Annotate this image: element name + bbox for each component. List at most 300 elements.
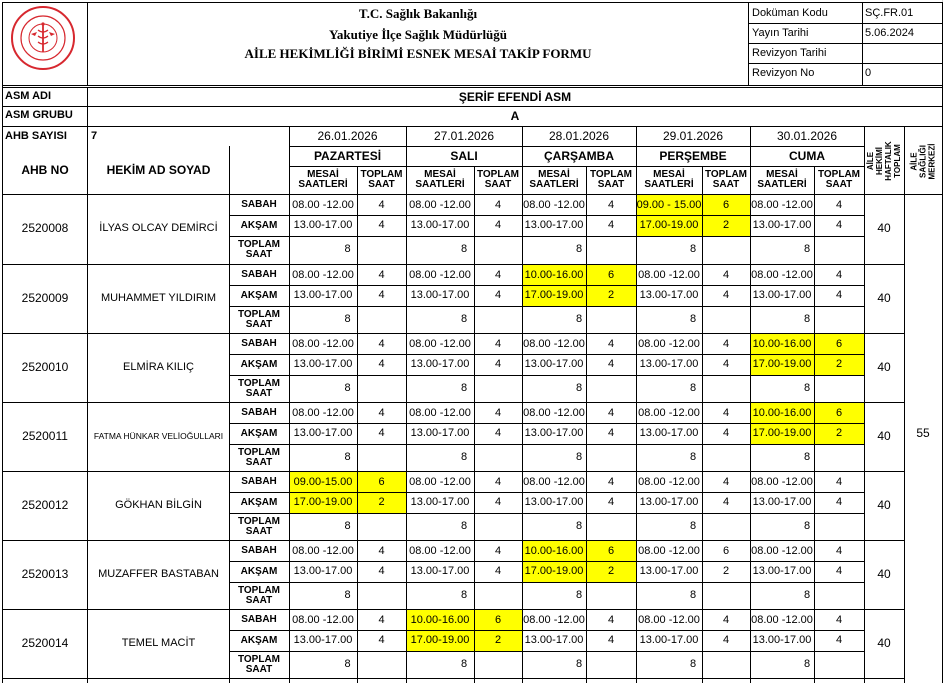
evening-total: 4 — [607, 634, 615, 647]
grid-line — [2, 471, 905, 472]
grid-line — [748, 63, 943, 64]
weekly-total-header-text: AİLE HEKİMİ HAFTALIK TOPLAM — [866, 141, 902, 181]
evening-total: 2 — [814, 424, 864, 444]
morning-total: 4 — [722, 475, 730, 488]
day-date: 27.01.2026 — [433, 129, 495, 144]
morning-hours: 08.00 -12.00 — [292, 268, 354, 281]
day-total: 8 — [803, 382, 811, 395]
day-name: ÇARŞAMBA — [544, 149, 614, 164]
grid-line — [229, 561, 865, 562]
grid-line — [229, 215, 865, 216]
morning-total: 4 — [378, 613, 385, 626]
mesai-saatleri-header-line1: MESAİ — [653, 168, 685, 180]
evening-hours: 13.00-17.00 — [639, 427, 699, 440]
evening-hours: 13.00-17.00 — [639, 634, 699, 647]
evening-hours: 17.00-19.00 — [406, 631, 474, 651]
ahb-count-label: AHB SAYISI — [5, 129, 67, 142]
ministry-emblem-icon — [17, 12, 69, 64]
doc-info-value — [862, 44, 942, 64]
mesai-saatleri-header — [289, 166, 357, 194]
grid-line — [748, 43, 943, 44]
morning-hours: 08.00 -12.00 — [638, 406, 700, 419]
morning-total: 4 — [494, 475, 502, 488]
mesai-saatleri-header-line2: SAATLERİ — [298, 179, 348, 190]
asm-name: ŞERİF EFENDİ ASM — [458, 89, 572, 104]
day-date: 29.01.2026 — [662, 129, 724, 144]
evening-total: 4 — [722, 289, 730, 302]
grid-line — [2, 333, 905, 334]
evening-hours: 13.00-17.00 — [524, 427, 584, 440]
ahb-number: 2520014 — [21, 636, 69, 651]
shift-label-morning: SABAH — [241, 476, 277, 488]
morning-total: 4 — [378, 337, 385, 350]
morning-total: 6 — [586, 541, 636, 562]
asm-group-label: ASM GRUBU — [5, 109, 73, 122]
shift-label-total — [229, 236, 289, 264]
shift-label-evening: AKŞAM — [240, 427, 278, 439]
morning-hours: 08.00 -12.00 — [523, 337, 585, 350]
toplam-saat-header-line2: SAAT — [597, 179, 625, 190]
morning-total: 6 — [814, 334, 864, 355]
ministry-logo — [11, 6, 75, 70]
grid-line — [2, 87, 943, 88]
shift-label-total — [229, 651, 289, 679]
evening-total: 4 — [607, 496, 615, 509]
grid-line — [702, 166, 703, 683]
evening-hours: 13.00-17.00 — [752, 565, 812, 578]
evening-hours: 17.00-19.00 — [522, 562, 586, 582]
day-total: 8 — [689, 451, 697, 464]
day-total: 8 — [689, 313, 697, 326]
shift-label-total-line2: SAAT — [245, 388, 273, 399]
morning-total: 4 — [835, 475, 843, 488]
morning-hours: 10.00-16.00 — [522, 265, 586, 286]
evening-total: 4 — [494, 496, 502, 509]
morning-hours: 10.00-16.00 — [750, 403, 814, 424]
toplam-saat-header-line2: SAAT — [825, 179, 853, 190]
morning-total: 4 — [378, 268, 385, 281]
form-title: AİLE HEKİMLİĞİ BİRİMİ ESNEK MESAİ TAKİP FORMU — [244, 46, 592, 62]
day-total: 8 — [344, 520, 351, 533]
day-total: 8 — [803, 589, 811, 602]
day-total: 8 — [575, 520, 583, 533]
day-total: 8 — [689, 243, 697, 256]
shift-label-evening: AKŞAM — [240, 565, 278, 577]
day-total: 8 — [689, 658, 697, 671]
evening-hours: 13.00-17.00 — [752, 634, 812, 647]
toplam-saat-header — [814, 166, 864, 194]
shift-label-total — [229, 444, 289, 472]
mesai-saatleri-header-line1: MESAİ — [307, 168, 339, 180]
evening-hours: 17.00-19.00 — [750, 355, 814, 375]
toplam-saat-header-line1: TOPLAM — [704, 168, 748, 180]
day-total: 8 — [689, 520, 697, 533]
evening-hours: 13.00-17.00 — [410, 565, 470, 578]
mesai-saatleri-header-line1: MESAİ — [424, 168, 456, 180]
grid-line — [229, 513, 865, 514]
grid-line — [229, 375, 865, 376]
shift-label-morning: SABAH — [241, 338, 277, 350]
shift-label-morning: SABAH — [241, 614, 277, 626]
evening-total: 4 — [378, 289, 385, 302]
mesai-saatleri-header-line2: SAATLERİ — [757, 179, 807, 190]
mesai-saatleri-header — [750, 166, 814, 194]
day-name: CUMA — [789, 149, 825, 164]
day-name: PERŞEMBE — [659, 149, 727, 164]
grid-line — [636, 126, 637, 683]
weekly-total: 40 — [877, 567, 891, 582]
ahb-count: 7 — [91, 129, 98, 142]
morning-total: 4 — [494, 544, 502, 557]
evening-total: 4 — [835, 219, 843, 232]
shift-label-total — [229, 582, 289, 610]
toplam-saat-header — [702, 166, 750, 194]
doctor-name: GÖKHAN BİLGİN — [115, 498, 202, 511]
morning-total: 4 — [835, 198, 843, 211]
shift-label-morning: SABAH — [241, 199, 277, 211]
grid-line — [229, 423, 865, 424]
morning-hours: 08.00 -12.00 — [638, 475, 700, 488]
doctor-name: TEMEL MACİT — [121, 636, 196, 649]
evening-total: 4 — [835, 634, 843, 647]
doc-info-label: Doküman Kodu — [752, 7, 828, 20]
grid-line — [406, 126, 407, 683]
doc-info-label: Yayın Tarihi — [752, 27, 809, 40]
ahb-no-header: AHB NO — [21, 162, 69, 177]
morning-total: 4 — [722, 613, 730, 626]
doctor-name: FATMA HÜNKAR VELİOĞULLARI — [93, 431, 224, 442]
evening-total: 2 — [357, 493, 406, 513]
morning-total: 4 — [722, 268, 730, 281]
doc-info-label: Revizyon Tarihi — [752, 47, 827, 60]
day-total: 8 — [344, 451, 351, 464]
mesai-saatleri-header — [636, 166, 702, 194]
day-total: 8 — [460, 520, 468, 533]
evening-hours: 17.00-19.00 — [289, 493, 357, 513]
grid-line — [904, 126, 905, 683]
day-name: PAZARTESİ — [313, 149, 382, 164]
day-date: 28.01.2026 — [548, 129, 610, 144]
evening-hours: 13.00-17.00 — [410, 496, 470, 509]
morning-hours: 08.00 -12.00 — [751, 475, 813, 488]
grid-line — [2, 264, 905, 265]
day-name: SALI — [450, 149, 478, 164]
morning-hours: 10.00-16.00 — [750, 334, 814, 355]
evening-total: 4 — [722, 496, 730, 509]
mesai-saatleri-header-line1: MESAİ — [538, 168, 570, 180]
evening-hours: 13.00-17.00 — [524, 219, 584, 232]
day-total: 8 — [803, 313, 811, 326]
shift-label-morning: SABAH — [241, 545, 277, 557]
evening-hours: 13.00-17.00 — [752, 219, 812, 232]
grid-line — [2, 194, 905, 195]
grid-line — [229, 492, 865, 493]
evening-hours: 13.00-17.00 — [293, 219, 353, 232]
evening-hours: 17.00-19.00 — [750, 424, 814, 444]
grid-line — [229, 146, 230, 683]
evening-hours: 17.00-19.00 — [636, 216, 702, 236]
grid-line — [2, 126, 943, 127]
morning-total: 4 — [494, 406, 502, 419]
morning-total: 4 — [835, 268, 843, 281]
doc-info-value: 0 — [865, 67, 872, 80]
morning-hours: 10.00-16.00 — [522, 541, 586, 562]
grid-line — [229, 651, 865, 652]
doc-info-label: Revizyon No — [752, 67, 815, 80]
day-total: 8 — [460, 243, 468, 256]
evening-total: 2 — [586, 562, 636, 582]
morning-hours: 08.00 -12.00 — [292, 198, 354, 211]
morning-total: 4 — [607, 613, 615, 626]
evening-total: 2 — [814, 355, 864, 375]
grid-line — [522, 126, 523, 683]
morning-hours: 08.00 -12.00 — [638, 613, 700, 626]
weekly-total: 40 — [877, 429, 891, 444]
day-date: 30.01.2026 — [776, 129, 838, 144]
day-total: 8 — [575, 382, 583, 395]
morning-hours: 08.00 -12.00 — [751, 613, 813, 626]
evening-total: 4 — [607, 427, 615, 440]
doctor-name: İLYAS OLCAY DEMİRCİ — [99, 221, 218, 234]
morning-total: 6 — [702, 195, 750, 216]
day-total: 8 — [575, 243, 583, 256]
day-total: 8 — [803, 451, 811, 464]
morning-total: 6 — [814, 403, 864, 424]
health-center-header-text: AİLE SAĞLIĞI MERKEZİ — [909, 143, 937, 179]
shift-label-total-line2: SAAT — [245, 319, 273, 330]
evening-hours: 13.00-17.00 — [293, 427, 353, 440]
toplam-saat-header-line1: TOPLAM — [589, 168, 633, 180]
evening-total: 4 — [607, 358, 615, 371]
health-center-header — [904, 128, 942, 194]
toplam-saat-header-line1: TOPLAM — [476, 168, 520, 180]
evening-total: 4 — [722, 427, 730, 440]
day-date: 26.01.2026 — [317, 129, 378, 144]
evening-hours: 13.00-17.00 — [639, 565, 699, 578]
ahb-number: 2520009 — [21, 291, 69, 306]
mesai-saatleri-header — [522, 166, 586, 194]
toplam-saat-header-line2: SAAT — [368, 179, 395, 190]
evening-total: 4 — [494, 219, 502, 232]
evening-hours: 17.00-19.00 — [522, 286, 586, 306]
grid-line — [862, 2, 863, 86]
morning-hours: 08.00 -12.00 — [523, 475, 585, 488]
morning-hours: 08.00 -12.00 — [638, 337, 700, 350]
weekly-total: 40 — [877, 636, 891, 651]
morning-hours: 08.00 -12.00 — [523, 613, 585, 626]
evening-total: 4 — [835, 289, 843, 302]
evening-hours: 13.00-17.00 — [524, 496, 584, 509]
shift-label-total-line2: SAAT — [245, 595, 273, 606]
evening-total: 4 — [722, 634, 730, 647]
evening-total: 4 — [494, 565, 502, 578]
evening-total: 4 — [494, 358, 502, 371]
weekly-total-header — [864, 128, 904, 194]
morning-total: 4 — [494, 268, 502, 281]
day-total: 8 — [460, 589, 468, 602]
grid-line — [942, 126, 943, 683]
shift-label-evening: AKŞAM — [240, 634, 278, 646]
grid-line — [2, 678, 905, 679]
asm-total: 55 — [916, 425, 930, 440]
day-total: 8 — [344, 658, 351, 671]
grid-line — [87, 2, 88, 86]
morning-hours: 10.00-16.00 — [406, 610, 474, 631]
grid-line — [586, 166, 587, 683]
evening-total: 4 — [378, 219, 385, 232]
grid-line — [2, 402, 905, 403]
shift-label-total — [229, 306, 289, 334]
ministry-title: T.C. Sağlık Bakanlığı — [358, 6, 478, 22]
morning-total: 4 — [494, 198, 502, 211]
mesai-saatleri-header-line2: SAATLERİ — [415, 179, 465, 190]
grid-line — [748, 23, 943, 24]
doc-info-value: SÇ.FR.01 — [865, 7, 914, 20]
grid-line — [229, 630, 865, 631]
morning-hours: 08.00 -12.00 — [523, 406, 585, 419]
border-left — [2, 2, 3, 683]
evening-hours: 13.00-17.00 — [524, 634, 584, 647]
morning-total: 4 — [607, 475, 615, 488]
morning-total: 4 — [722, 337, 730, 350]
shift-label-morning: SABAH — [241, 269, 277, 281]
toplam-saat-header — [474, 166, 522, 194]
toplam-saat-header-line1: TOPLAM — [360, 168, 403, 180]
grid-line — [289, 126, 290, 683]
evening-total: 4 — [607, 219, 615, 232]
morning-hours: 08.00 -12.00 — [409, 544, 471, 557]
day-total: 8 — [689, 589, 697, 602]
morning-hours: 08.00 -12.00 — [751, 268, 813, 281]
shift-label-total-line2: SAAT — [245, 457, 273, 468]
toplam-saat-header — [357, 166, 406, 194]
shift-label-total-line1: TOPLAM — [237, 515, 281, 527]
ahb-number: 2520010 — [21, 360, 69, 375]
day-total: 8 — [803, 658, 811, 671]
grid-line — [229, 444, 865, 445]
weekly-total: 40 — [877, 498, 891, 513]
day-total: 8 — [460, 451, 468, 464]
morning-total: 4 — [378, 544, 385, 557]
evening-hours: 13.00-17.00 — [410, 358, 470, 371]
shift-label-total-line1: TOPLAM — [237, 308, 281, 320]
shift-label-morning: SABAH — [241, 407, 277, 419]
shift-label-total — [229, 375, 289, 403]
ahb-number: 2520008 — [21, 221, 69, 236]
day-total: 8 — [344, 243, 351, 256]
evening-total: 4 — [835, 565, 843, 578]
grid-line — [2, 540, 905, 541]
grid-line — [289, 146, 865, 147]
doctor-name: ELMİRA KILIÇ — [123, 360, 194, 373]
evening-total: 4 — [378, 358, 385, 371]
evening-hours: 13.00-17.00 — [293, 289, 353, 302]
morning-total: 4 — [378, 406, 385, 419]
evening-hours: 13.00-17.00 — [410, 427, 470, 440]
morning-hours: 08.00 -12.00 — [409, 268, 471, 281]
grid-line — [750, 126, 751, 683]
shift-label-total-line1: TOPLAM — [237, 446, 281, 458]
grid-line — [864, 126, 865, 683]
directorate-title: Yakutiye İlçe Sağlık Müdürlüğü — [328, 27, 508, 43]
toplam-saat-header — [586, 166, 636, 194]
morning-hours: 08.00 -12.00 — [409, 198, 471, 211]
morning-total: 4 — [835, 613, 843, 626]
shift-label-evening: AKŞAM — [240, 219, 278, 231]
shift-label-total — [229, 513, 289, 541]
morning-total: 4 — [378, 198, 385, 211]
day-total: 8 — [344, 382, 351, 395]
day-total: 8 — [803, 243, 811, 256]
day-total: 8 — [575, 313, 583, 326]
asm-group: A — [510, 108, 520, 123]
toplam-saat-header-line1: TOPLAM — [817, 168, 861, 180]
mesai-saatleri-header — [406, 166, 474, 194]
day-total: 8 — [803, 520, 811, 533]
shift-label-evening: AKŞAM — [240, 496, 278, 508]
day-total: 8 — [575, 658, 583, 671]
grid-line — [2, 85, 943, 86]
evening-hours: 13.00-17.00 — [639, 289, 699, 302]
shift-label-total-line1: TOPLAM — [237, 377, 281, 389]
morning-hours: 08.00 -12.00 — [523, 198, 585, 211]
morning-hours: 08.00 -12.00 — [409, 475, 471, 488]
evening-hours: 13.00-17.00 — [293, 634, 353, 647]
evening-hours: 13.00-17.00 — [639, 496, 699, 509]
morning-total: 4 — [607, 337, 615, 350]
morning-total: 4 — [607, 406, 615, 419]
grid-line — [814, 166, 815, 683]
grid-line — [87, 87, 88, 683]
evening-hours: 13.00-17.00 — [293, 565, 353, 578]
day-total: 8 — [344, 313, 351, 326]
shift-label-total-line2: SAAT — [245, 249, 273, 260]
morning-total: 4 — [722, 406, 730, 419]
mesai-saatleri-header-line2: SAATLERİ — [644, 179, 694, 190]
grid-line — [229, 285, 865, 286]
morning-hours: 08.00 -12.00 — [409, 406, 471, 419]
doc-info-value: 5.06.2024 — [865, 27, 914, 40]
evening-total: 4 — [494, 289, 502, 302]
day-total: 8 — [460, 382, 468, 395]
evening-hours: 13.00-17.00 — [524, 358, 584, 371]
doctor-name-header: HEKİM AD SOYAD — [106, 162, 211, 177]
morning-total: 4 — [835, 544, 843, 557]
morning-hours: 08.00 -12.00 — [292, 337, 354, 350]
evening-total: 4 — [722, 358, 730, 371]
grid-line — [357, 166, 358, 683]
day-total: 8 — [689, 382, 697, 395]
day-total: 8 — [460, 658, 468, 671]
morning-hours: 09.00 - 15.00 — [636, 195, 702, 216]
weekly-total: 40 — [877, 360, 891, 375]
morning-hours: 08.00 -12.00 — [638, 544, 700, 557]
toplam-saat-header-line2: SAAT — [484, 179, 512, 190]
ahb-number: 2520013 — [21, 567, 69, 582]
day-total: 8 — [575, 451, 583, 464]
grid-line — [229, 236, 865, 237]
evening-hours: 13.00-17.00 — [752, 289, 812, 302]
evening-total: 4 — [378, 427, 385, 440]
shift-label-total-line2: SAAT — [245, 526, 273, 537]
morning-total: 6 — [474, 610, 522, 631]
shift-label-total-line1: TOPLAM — [237, 584, 281, 596]
morning-hours: 08.00 -12.00 — [292, 406, 354, 419]
morning-hours: 09.00-15.00 — [289, 472, 357, 493]
morning-hours: 08.00 -12.00 — [638, 268, 700, 281]
day-total: 8 — [575, 589, 583, 602]
morning-total: 4 — [607, 198, 615, 211]
